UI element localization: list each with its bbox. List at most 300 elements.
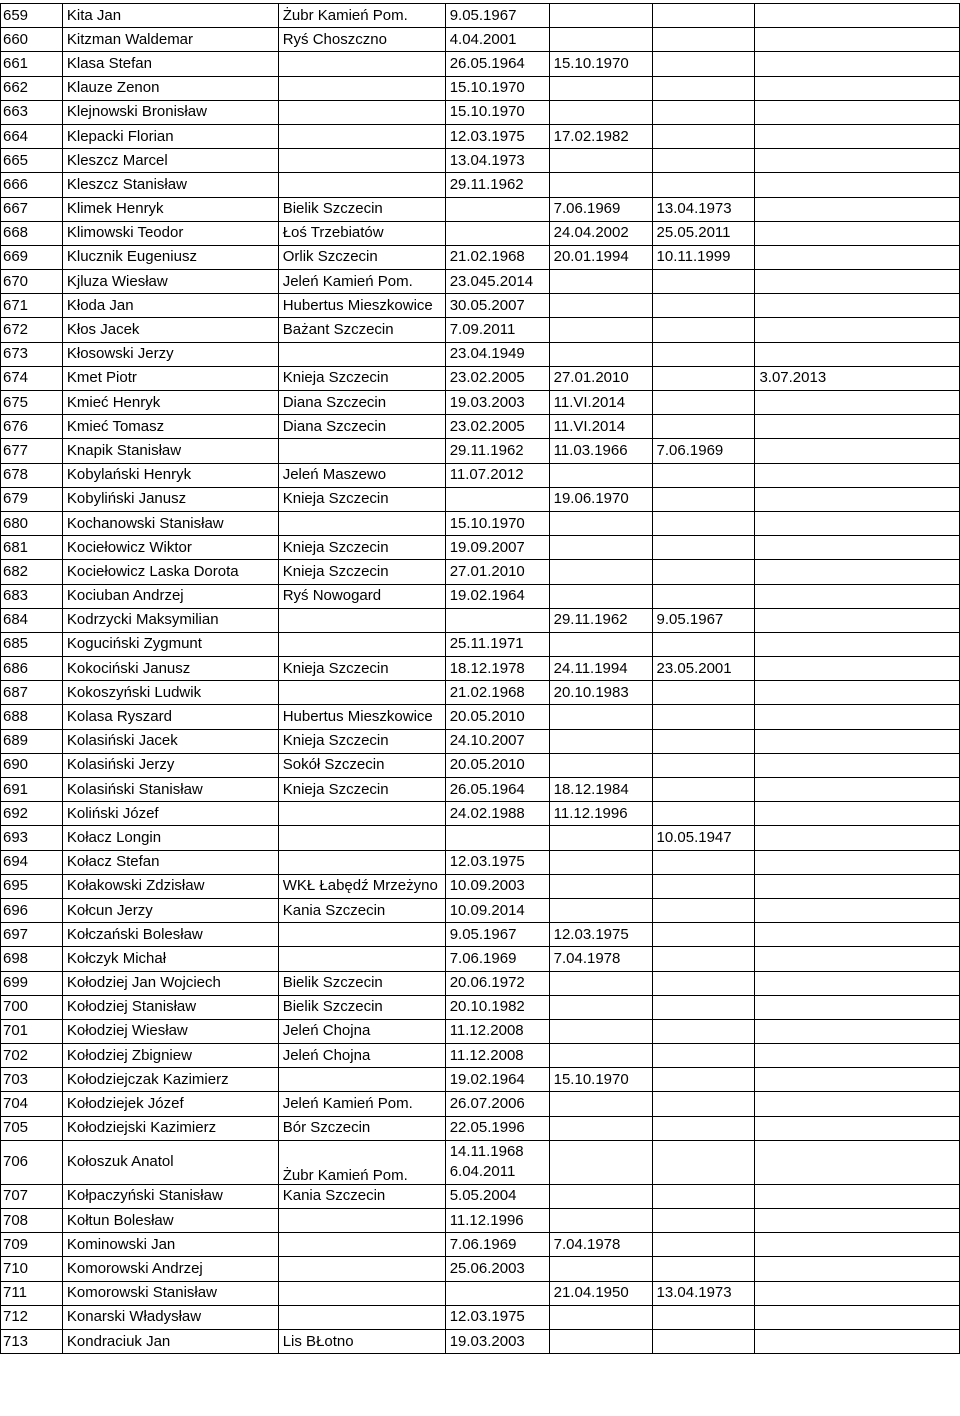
club-cell bbox=[278, 826, 445, 850]
date-2-cell bbox=[549, 294, 652, 318]
date-4-cell bbox=[755, 1233, 960, 1257]
name-cell: Kłoda Jan bbox=[62, 294, 278, 318]
date-1-cell: 13.04.1973 bbox=[445, 149, 549, 173]
date-2-cell bbox=[549, 270, 652, 294]
date-3-cell bbox=[652, 487, 755, 511]
name-cell: Kłosowski Jerzy bbox=[62, 342, 278, 366]
date-4-cell bbox=[755, 850, 960, 874]
date-3-cell bbox=[652, 1140, 755, 1184]
date-1-cell: 29.11.1962 bbox=[445, 173, 549, 197]
date-4-cell bbox=[755, 923, 960, 947]
date-1-cell: 26.05.1964 bbox=[445, 778, 549, 802]
table-row bbox=[1, 197, 960, 221]
date-2-cell bbox=[549, 560, 652, 584]
date-2-cell bbox=[549, 1209, 652, 1233]
date-3-cell bbox=[652, 1092, 755, 1116]
name-cell: Kjluza Wiesław bbox=[62, 270, 278, 294]
name-cell: Kołpaczyński Stanisław bbox=[62, 1184, 278, 1208]
name-cell: Klimek Henryk bbox=[62, 197, 278, 221]
date-1-cell: 7.09.2011 bbox=[445, 318, 549, 342]
table-row bbox=[1, 1092, 960, 1116]
date-1-cell: 10.09.2014 bbox=[445, 898, 549, 922]
date-3-cell bbox=[652, 342, 755, 366]
table-row bbox=[1, 923, 960, 947]
date-2-cell bbox=[549, 971, 652, 995]
date-4-cell bbox=[755, 657, 960, 681]
name-cell: Komorowski Andrzej bbox=[62, 1257, 278, 1281]
date-3-cell bbox=[652, 76, 755, 100]
date-3-cell bbox=[652, 1019, 755, 1043]
name-cell: Kołodziejek Józef bbox=[62, 1092, 278, 1116]
date-3-cell bbox=[652, 173, 755, 197]
club-cell: Knieja Szczecin bbox=[278, 560, 445, 584]
table-row bbox=[1, 1329, 960, 1353]
row-number-cell: 667 bbox=[1, 197, 63, 221]
date-1-cell: 19.03.2003 bbox=[445, 391, 549, 415]
date-4-cell bbox=[755, 608, 960, 632]
name-cell: Kokoszyński Ludwik bbox=[62, 681, 278, 705]
name-cell: Konarski Władysław bbox=[62, 1305, 278, 1329]
date-4-cell bbox=[755, 439, 960, 463]
date-3-cell bbox=[652, 778, 755, 802]
name-cell: Klepacki Florian bbox=[62, 124, 278, 148]
name-cell: Kleszcz Marcel bbox=[62, 149, 278, 173]
name-cell: Kobylański Henryk bbox=[62, 463, 278, 487]
date-3-cell bbox=[652, 995, 755, 1019]
date-4-cell bbox=[755, 753, 960, 777]
date-1-cell: 19.09.2007 bbox=[445, 536, 549, 560]
date-4-cell bbox=[755, 778, 960, 802]
row-number-cell: 702 bbox=[1, 1044, 63, 1068]
date-2-cell bbox=[549, 826, 652, 850]
table-row bbox=[1, 947, 960, 971]
date-2-cell bbox=[549, 995, 652, 1019]
table-row bbox=[1, 294, 960, 318]
date-4-cell bbox=[755, 270, 960, 294]
name-cell: Kitzman Waldemar bbox=[62, 28, 278, 52]
table-row bbox=[1, 391, 960, 415]
club-cell: Jeleń Maszewo bbox=[278, 463, 445, 487]
table-row bbox=[1, 1068, 960, 1092]
date-4-cell bbox=[755, 729, 960, 753]
date-1-cell bbox=[445, 221, 549, 245]
date-1-cell: 7.06.1969 bbox=[445, 1233, 549, 1257]
date-3-cell bbox=[652, 536, 755, 560]
table-row bbox=[1, 657, 960, 681]
date-4-cell bbox=[755, 1184, 960, 1208]
date-1-cell: 23.045.2014 bbox=[445, 270, 549, 294]
name-cell: Klasa Stefan bbox=[62, 52, 278, 76]
name-cell: Klejnowski Bronisław bbox=[62, 100, 278, 124]
club-cell: Jeleń Chojna bbox=[278, 1044, 445, 1068]
name-cell: Kolasiński Stanisław bbox=[62, 778, 278, 802]
date-4-cell bbox=[755, 415, 960, 439]
date-3-cell: 9.05.1967 bbox=[652, 608, 755, 632]
date-2-cell: 11.VI.2014 bbox=[549, 415, 652, 439]
row-number-cell: 688 bbox=[1, 705, 63, 729]
name-cell: Koliński Józef bbox=[62, 802, 278, 826]
row-number-cell: 665 bbox=[1, 149, 63, 173]
table-row bbox=[1, 221, 960, 245]
table-row bbox=[1, 971, 960, 995]
date-1-cell: 12.03.1975 bbox=[445, 124, 549, 148]
date-4-cell bbox=[755, 1305, 960, 1329]
table-row bbox=[1, 778, 960, 802]
date-1-cell bbox=[445, 826, 549, 850]
name-cell: Kłos Jacek bbox=[62, 318, 278, 342]
table-row bbox=[1, 1140, 960, 1184]
date-2-cell bbox=[549, 1257, 652, 1281]
name-cell: Kołoszuk Anatol bbox=[62, 1140, 278, 1184]
club-cell bbox=[278, 632, 445, 656]
name-cell: Kobyliński Janusz bbox=[62, 487, 278, 511]
name-cell: Kołodziej Wiesław bbox=[62, 1019, 278, 1043]
date-3-cell bbox=[652, 149, 755, 173]
name-cell: Kołodziejczak Kazimierz bbox=[62, 1068, 278, 1092]
table-row bbox=[1, 366, 960, 390]
table-row bbox=[1, 1305, 960, 1329]
date-2-cell bbox=[549, 584, 652, 608]
table-row bbox=[1, 487, 960, 511]
date-2-cell bbox=[549, 850, 652, 874]
row-number-cell: 662 bbox=[1, 76, 63, 100]
club-cell bbox=[278, 100, 445, 124]
date-2-cell bbox=[549, 28, 652, 52]
date-3-cell bbox=[652, 560, 755, 584]
date-4-cell bbox=[755, 632, 960, 656]
table-row bbox=[1, 100, 960, 124]
club-cell: Żubr Kamień Pom. bbox=[278, 1140, 445, 1184]
name-cell: Koguciński Zygmunt bbox=[62, 632, 278, 656]
table-row bbox=[1, 560, 960, 584]
date-2-cell bbox=[549, 1092, 652, 1116]
date-3-cell bbox=[652, 1209, 755, 1233]
row-number-cell: 689 bbox=[1, 729, 63, 753]
date-3-cell bbox=[652, 391, 755, 415]
name-cell: Kociuban Andrzej bbox=[62, 584, 278, 608]
table-row bbox=[1, 826, 960, 850]
club-cell bbox=[278, 439, 445, 463]
date-1-cell: 20.05.2010 bbox=[445, 705, 549, 729]
row-number-cell: 712 bbox=[1, 1305, 63, 1329]
club-cell bbox=[278, 149, 445, 173]
club-cell: Łoś Trzebiatów bbox=[278, 221, 445, 245]
date-3-cell bbox=[652, 100, 755, 124]
club-cell: Żubr Kamień Pom. bbox=[278, 4, 445, 28]
table-row bbox=[1, 995, 960, 1019]
table-row bbox=[1, 632, 960, 656]
date-2-cell bbox=[549, 463, 652, 487]
date-2-cell: 20.01.1994 bbox=[549, 245, 652, 269]
club-cell bbox=[278, 342, 445, 366]
date-2-cell: 24.11.1994 bbox=[549, 657, 652, 681]
row-number-cell: 668 bbox=[1, 221, 63, 245]
table-row bbox=[1, 608, 960, 632]
name-cell: Kołtun Bolesław bbox=[62, 1209, 278, 1233]
date-2-cell bbox=[549, 318, 652, 342]
date-4-cell bbox=[755, 874, 960, 898]
date-1-cell: 22.05.1996 bbox=[445, 1116, 549, 1140]
row-number-cell: 701 bbox=[1, 1019, 63, 1043]
date-3-cell: 13.04.1973 bbox=[652, 1281, 755, 1305]
date-1-cell: 4.04.2001 bbox=[445, 28, 549, 52]
date-2-cell bbox=[549, 705, 652, 729]
name-cell: Kołacz Stefan bbox=[62, 850, 278, 874]
name-cell: Kleszcz Stanisław bbox=[62, 173, 278, 197]
club-cell bbox=[278, 1209, 445, 1233]
club-cell bbox=[278, 76, 445, 100]
date-4-cell bbox=[755, 1068, 960, 1092]
date-4-cell bbox=[755, 511, 960, 535]
row-number-cell: 707 bbox=[1, 1184, 63, 1208]
date-3-cell bbox=[652, 28, 755, 52]
club-cell: Diana Szczecin bbox=[278, 415, 445, 439]
date-4-cell bbox=[755, 124, 960, 148]
date-3-cell bbox=[652, 753, 755, 777]
row-number-cell: 700 bbox=[1, 995, 63, 1019]
date-4-cell bbox=[755, 76, 960, 100]
row-number-cell: 709 bbox=[1, 1233, 63, 1257]
club-cell bbox=[278, 947, 445, 971]
date-1-cell: 24.10.2007 bbox=[445, 729, 549, 753]
date-1-cell: 19.02.1964 bbox=[445, 1068, 549, 1092]
club-cell: Kania Szczecin bbox=[278, 898, 445, 922]
date-4-cell bbox=[755, 1209, 960, 1233]
name-cell: Kołacz Longin bbox=[62, 826, 278, 850]
row-number-cell: 713 bbox=[1, 1329, 63, 1353]
date-2-cell bbox=[549, 753, 652, 777]
table-row bbox=[1, 705, 960, 729]
date-1-cell: 23.04.1949 bbox=[445, 342, 549, 366]
date-4-cell bbox=[755, 1140, 960, 1184]
row-number-cell: 703 bbox=[1, 1068, 63, 1092]
date-3-cell: 10.11.1999 bbox=[652, 245, 755, 269]
club-cell: Bielik Szczecin bbox=[278, 197, 445, 221]
table-row bbox=[1, 1233, 960, 1257]
row-number-cell: 659 bbox=[1, 4, 63, 28]
name-cell: Kmieć Tomasz bbox=[62, 415, 278, 439]
date-3-cell bbox=[652, 294, 755, 318]
table-row bbox=[1, 270, 960, 294]
name-cell: Kondraciuk Jan bbox=[62, 1329, 278, 1353]
table-row bbox=[1, 1184, 960, 1208]
date-1-cell: 5.05.2004 bbox=[445, 1184, 549, 1208]
date-4-cell bbox=[755, 560, 960, 584]
date-4-cell bbox=[755, 4, 960, 28]
table-row bbox=[1, 415, 960, 439]
name-cell: Klucznik Eugeniusz bbox=[62, 245, 278, 269]
club-cell bbox=[278, 850, 445, 874]
date-2-cell bbox=[549, 149, 652, 173]
date-4-cell bbox=[755, 1092, 960, 1116]
date-2-cell: 19.06.1970 bbox=[549, 487, 652, 511]
date-2-cell: 20.10.1983 bbox=[549, 681, 652, 705]
date-1-cell-line-2: 6.04.2011 bbox=[449, 1163, 516, 1181]
name-cell: Kołodziejski Kazimierz bbox=[62, 1116, 278, 1140]
date-2-cell bbox=[549, 1305, 652, 1329]
date-3-cell bbox=[652, 1044, 755, 1068]
date-3-cell bbox=[652, 366, 755, 390]
row-number-cell: 710 bbox=[1, 1257, 63, 1281]
date-3-cell: 25.05.2011 bbox=[652, 221, 755, 245]
table-row bbox=[1, 1257, 960, 1281]
table-row bbox=[1, 1019, 960, 1043]
row-number-cell: 698 bbox=[1, 947, 63, 971]
club-cell: Orlik Szczecin bbox=[278, 245, 445, 269]
date-1-cell bbox=[445, 1140, 549, 1184]
club-cell: Knieja Szczecin bbox=[278, 536, 445, 560]
date-2-cell bbox=[549, 1184, 652, 1208]
date-3-cell bbox=[652, 1233, 755, 1257]
date-4-cell bbox=[755, 52, 960, 76]
name-cell: Kokociński Janusz bbox=[62, 657, 278, 681]
table-row bbox=[1, 1209, 960, 1233]
name-cell: Kociełowicz Wiktor bbox=[62, 536, 278, 560]
club-cell: Kania Szczecin bbox=[278, 1184, 445, 1208]
date-2-cell: 24.04.2002 bbox=[549, 221, 652, 245]
name-cell: Kolasa Ryszard bbox=[62, 705, 278, 729]
name-cell: Kołczyk Michał bbox=[62, 947, 278, 971]
name-cell: Kołcun Jerzy bbox=[62, 898, 278, 922]
club-cell bbox=[278, 511, 445, 535]
date-3-cell bbox=[652, 971, 755, 995]
date-1-cell-line-1: 14.11.1968 bbox=[449, 1143, 524, 1161]
date-2-cell bbox=[549, 1140, 652, 1184]
date-1-cell: 19.02.1964 bbox=[445, 584, 549, 608]
date-4-cell bbox=[755, 1116, 960, 1140]
date-1-cell bbox=[445, 1281, 549, 1305]
date-2-cell: 29.11.1962 bbox=[549, 608, 652, 632]
date-1-cell: 11.07.2012 bbox=[445, 463, 549, 487]
row-number-cell: 661 bbox=[1, 52, 63, 76]
table-row bbox=[1, 28, 960, 52]
club-cell bbox=[278, 52, 445, 76]
table-row bbox=[1, 681, 960, 705]
club-cell: Hubertus Mieszkowice bbox=[278, 705, 445, 729]
date-1-cell: 15.10.1970 bbox=[445, 76, 549, 100]
name-cell: Kołczański Bolesław bbox=[62, 923, 278, 947]
date-4-cell bbox=[755, 584, 960, 608]
date-2-cell: 11.VI.2014 bbox=[549, 391, 652, 415]
date-2-cell bbox=[549, 76, 652, 100]
table-row bbox=[1, 753, 960, 777]
name-cell: Kolasiński Jacek bbox=[62, 729, 278, 753]
row-number-cell: 681 bbox=[1, 536, 63, 560]
date-3-cell: 13.04.1973 bbox=[652, 197, 755, 221]
date-2-cell: 11.03.1966 bbox=[549, 439, 652, 463]
date-1-cell: 21.02.1968 bbox=[445, 245, 549, 269]
date-1-cell: 15.10.1970 bbox=[445, 100, 549, 124]
date-2-cell bbox=[549, 898, 652, 922]
date-4-cell bbox=[755, 826, 960, 850]
date-1-cell: 9.05.1967 bbox=[445, 4, 549, 28]
date-1-cell: 26.05.1964 bbox=[445, 52, 549, 76]
club-cell: Ryś Choszczno bbox=[278, 28, 445, 52]
date-1-cell: 20.06.1972 bbox=[445, 971, 549, 995]
date-3-cell bbox=[652, 729, 755, 753]
club-cell: Bielik Szczecin bbox=[278, 971, 445, 995]
club-cell: Knieja Szczecin bbox=[278, 487, 445, 511]
date-2-cell: 18.12.1984 bbox=[549, 778, 652, 802]
row-number-cell: 669 bbox=[1, 245, 63, 269]
club-cell: Hubertus Mieszkowice bbox=[278, 294, 445, 318]
table-row bbox=[1, 342, 960, 366]
date-4-cell bbox=[755, 173, 960, 197]
row-number-cell: 697 bbox=[1, 923, 63, 947]
club-cell bbox=[278, 1305, 445, 1329]
table-row bbox=[1, 898, 960, 922]
row-number-cell: 676 bbox=[1, 415, 63, 439]
name-cell: Klauze Zenon bbox=[62, 76, 278, 100]
date-2-cell bbox=[549, 511, 652, 535]
date-1-cell: 12.03.1975 bbox=[445, 1305, 549, 1329]
date-2-cell: 15.10.1970 bbox=[549, 1068, 652, 1092]
date-1-cell: 23.02.2005 bbox=[445, 415, 549, 439]
row-number-cell: 690 bbox=[1, 753, 63, 777]
club-cell bbox=[278, 681, 445, 705]
date-2-cell bbox=[549, 1329, 652, 1353]
date-3-cell bbox=[652, 4, 755, 28]
table-row bbox=[1, 874, 960, 898]
date-3-cell bbox=[652, 1184, 755, 1208]
date-4-cell: 3.07.2013 bbox=[755, 366, 960, 390]
row-number-cell: 691 bbox=[1, 778, 63, 802]
row-number-cell: 664 bbox=[1, 124, 63, 148]
date-1-cell: 27.01.2010 bbox=[445, 560, 549, 584]
name-cell: Knapik Stanisław bbox=[62, 439, 278, 463]
date-2-cell bbox=[549, 632, 652, 656]
date-1-cell: 10.09.2003 bbox=[445, 874, 549, 898]
date-3-cell bbox=[652, 415, 755, 439]
date-3-cell bbox=[652, 802, 755, 826]
date-1-cell: 30.05.2007 bbox=[445, 294, 549, 318]
name-cell: Kmieć Henryk bbox=[62, 391, 278, 415]
date-4-cell bbox=[755, 463, 960, 487]
date-2-cell bbox=[549, 536, 652, 560]
club-cell: Lis BŁotno bbox=[278, 1329, 445, 1353]
date-3-cell bbox=[652, 318, 755, 342]
date-4-cell bbox=[755, 947, 960, 971]
date-4-cell bbox=[755, 536, 960, 560]
date-1-cell: 9.05.1967 bbox=[445, 923, 549, 947]
date-2-cell: 17.02.1982 bbox=[549, 124, 652, 148]
row-number-cell: 705 bbox=[1, 1116, 63, 1140]
date-2-cell bbox=[549, 173, 652, 197]
row-number-cell: 672 bbox=[1, 318, 63, 342]
date-2-cell bbox=[549, 1019, 652, 1043]
row-number-cell: 660 bbox=[1, 28, 63, 52]
row-number-cell: 706 bbox=[1, 1140, 63, 1184]
row-number-cell: 666 bbox=[1, 173, 63, 197]
date-1-cell: 25.11.1971 bbox=[445, 632, 549, 656]
club-cell bbox=[278, 802, 445, 826]
date-2-cell bbox=[549, 100, 652, 124]
table-row bbox=[1, 729, 960, 753]
name-cell: Kmet Piotr bbox=[62, 366, 278, 390]
name-cell: Kochanowski Stanisław bbox=[62, 511, 278, 535]
date-2-cell: 15.10.1970 bbox=[549, 52, 652, 76]
date-4-cell bbox=[755, 971, 960, 995]
row-number-cell: 684 bbox=[1, 608, 63, 632]
date-1-cell: 11.12.2008 bbox=[445, 1019, 549, 1043]
date-1-cell: 11.12.1996 bbox=[445, 1209, 549, 1233]
row-number-cell: 683 bbox=[1, 584, 63, 608]
table-row bbox=[1, 463, 960, 487]
date-2-cell bbox=[549, 1116, 652, 1140]
club-cell bbox=[278, 923, 445, 947]
date-2-cell bbox=[549, 874, 652, 898]
table-row bbox=[1, 1281, 960, 1305]
